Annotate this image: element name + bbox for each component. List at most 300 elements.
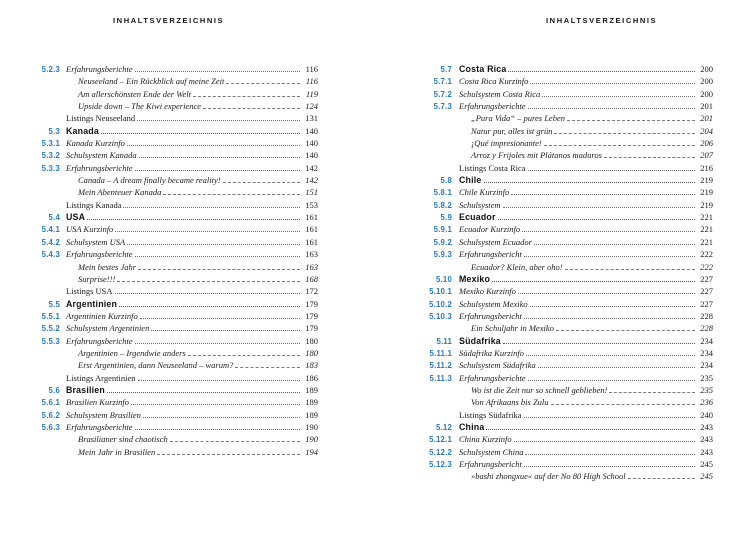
entry-page: 163 xyxy=(305,261,318,272)
entry-page: 243 xyxy=(700,446,713,457)
entry-number: 5.4.3 xyxy=(41,250,60,260)
toc-row xyxy=(424,211,713,223)
entry-label: Schulsystem Brasilien xyxy=(66,409,141,420)
entry-page: 222 xyxy=(700,261,713,272)
toc-row xyxy=(424,261,713,273)
toc-row xyxy=(36,149,318,161)
entry-number: 5.6 xyxy=(48,385,60,395)
entry-label: Schulsystem Kanada xyxy=(66,150,137,161)
entry-label: Argentinien – Irgendwie anders xyxy=(78,347,186,358)
entry-label: Schulsystem xyxy=(459,199,501,210)
dot-leader xyxy=(492,281,695,282)
entry-page: 153 xyxy=(305,199,318,210)
dot-leader xyxy=(163,194,300,195)
entry-page: 221 xyxy=(700,236,713,247)
dot-leader xyxy=(143,417,300,418)
toc-row xyxy=(424,396,713,408)
dot-leader xyxy=(524,466,695,467)
toc-row xyxy=(36,409,318,421)
toc-row xyxy=(424,310,713,322)
entry-label: Erfahrungsberichte xyxy=(66,249,133,260)
entry-number: 5.11.3 xyxy=(429,373,452,383)
entry-page: 219 xyxy=(700,175,713,186)
dot-leader xyxy=(514,441,695,442)
entry-label: Argentinien xyxy=(66,298,118,309)
entry-number: 5.6.3 xyxy=(41,422,60,432)
dot-leader xyxy=(524,318,695,319)
entry-page: 219 xyxy=(700,199,713,210)
entry-number: 5.8 xyxy=(440,176,452,186)
dot-leader xyxy=(135,170,300,171)
entry-label: Erfahrungsberichte xyxy=(459,372,526,383)
dot-leader xyxy=(151,330,300,331)
dot-leader xyxy=(188,355,300,356)
entry-label: Schulsystem Südafrika xyxy=(459,360,536,371)
toc-row xyxy=(36,298,318,310)
entry-label: Listings Südafrika xyxy=(459,409,522,420)
entry-number: 5.6.2 xyxy=(41,410,60,420)
dot-leader xyxy=(101,133,300,134)
entry-page: 116 xyxy=(305,76,318,87)
entry-page: 186 xyxy=(305,372,318,383)
entry-number: 5.12.2 xyxy=(429,447,452,457)
toc-row xyxy=(424,236,713,248)
entry-page: 142 xyxy=(305,175,318,186)
entry-number: 5.2.3 xyxy=(41,65,60,74)
dot-leader xyxy=(511,194,695,195)
toc-row xyxy=(36,186,318,198)
entry-label: »bashi zhongxue« auf der No 80 High School xyxy=(471,471,626,482)
entry-page: 161 xyxy=(305,212,318,223)
entry-number: 5.9 xyxy=(440,213,452,223)
dot-leader xyxy=(628,478,695,479)
entry-number: 5.12 xyxy=(436,422,452,432)
dot-leader xyxy=(119,306,300,307)
toc-row xyxy=(36,396,318,408)
toc-row xyxy=(36,199,318,211)
toc-row xyxy=(36,322,318,334)
entry-label: Schulsystem China xyxy=(459,446,524,457)
toc-row xyxy=(36,421,318,433)
entry-page: 140 xyxy=(305,150,318,161)
entry-page: 189 xyxy=(305,384,318,395)
entry-label: Schulsystem USA xyxy=(66,236,126,247)
entry-page: 221 xyxy=(700,224,713,235)
dot-leader xyxy=(138,269,300,270)
entry-number: 5.10.1 xyxy=(429,287,452,297)
entry-number: 5.7.1 xyxy=(433,77,452,87)
dot-leader xyxy=(538,367,695,368)
entry-page: 190 xyxy=(305,434,318,445)
toc-row xyxy=(36,223,318,235)
dot-leader xyxy=(139,157,300,158)
entry-number: 5.7.3 xyxy=(433,102,452,112)
entry-label: Listings Neuseeland xyxy=(66,113,136,124)
entry-page: 142 xyxy=(305,162,318,173)
toc-row xyxy=(424,88,713,100)
entry-page: 200 xyxy=(700,88,713,99)
entry-page: 180 xyxy=(305,335,318,346)
entry-label: Erfahrungsberichte xyxy=(66,335,133,346)
entry-page: 201 xyxy=(700,101,713,112)
entry-number: 5.4.1 xyxy=(41,225,60,235)
toc-row xyxy=(424,372,713,384)
toc-row xyxy=(424,112,713,124)
toc-row xyxy=(424,384,713,396)
toc-row xyxy=(36,273,318,285)
entry-number: 5.7 xyxy=(440,65,452,74)
toc-row xyxy=(424,75,713,87)
dot-leader xyxy=(498,219,695,220)
entry-page: 227 xyxy=(700,273,713,284)
entry-page: 124 xyxy=(305,101,318,112)
entry-label: Arroz y Frijoles mit Plátanos maduros xyxy=(471,150,602,161)
dot-leader xyxy=(522,231,695,232)
toc-row xyxy=(424,470,713,482)
toc-row xyxy=(36,310,318,322)
dot-leader xyxy=(556,330,695,331)
dot-leader xyxy=(508,71,695,72)
entry-number: 5.7.2 xyxy=(433,89,452,99)
dot-leader xyxy=(135,429,300,430)
entry-label: China Kurzinfo xyxy=(459,434,512,445)
dot-leader xyxy=(135,256,300,257)
dot-leader xyxy=(226,83,300,84)
entry-number: 5.3.2 xyxy=(41,151,60,161)
dot-leader xyxy=(534,244,695,245)
entry-page: 222 xyxy=(700,249,713,260)
entry-page: 119 xyxy=(305,88,318,99)
toc-row xyxy=(36,261,318,273)
dot-leader xyxy=(135,343,300,344)
toc-row xyxy=(36,162,318,174)
entry-label: Erfahrungsberichte xyxy=(66,421,133,432)
entry-label: Erfahrungsberichte xyxy=(66,162,133,173)
entry-page: 180 xyxy=(305,347,318,358)
dot-leader xyxy=(530,306,695,307)
entry-page: 243 xyxy=(700,434,713,445)
page-header-right: INHALTSVERZEICHNIS xyxy=(546,16,658,25)
entry-label: Brasilianer sind chaotisch xyxy=(78,434,168,445)
dot-leader xyxy=(131,404,300,405)
entry-label: Mexiko Kurzinfo xyxy=(459,286,516,297)
entry-label: China xyxy=(459,421,485,432)
toc-row xyxy=(36,125,318,137)
entry-number: 5.3.3 xyxy=(41,163,60,173)
toc-row xyxy=(424,199,713,211)
dot-leader xyxy=(544,145,695,146)
entry-page: 228 xyxy=(700,323,713,334)
toc-row xyxy=(424,125,713,137)
entry-page: 189 xyxy=(305,397,318,408)
entry-label: Kanada xyxy=(66,125,99,136)
entry-label: „Pura Vida“ – pures Leben xyxy=(471,113,565,124)
entry-label: Canada – A dream finally became reality! xyxy=(78,175,221,186)
entry-page: 161 xyxy=(305,236,318,247)
toc-row xyxy=(424,347,713,359)
dot-leader xyxy=(157,454,300,455)
toc-row xyxy=(36,347,318,359)
dot-leader xyxy=(484,182,695,183)
dot-leader xyxy=(565,269,695,270)
entry-label: Brasilien Kurzinfo xyxy=(66,397,130,408)
entry-page: 200 xyxy=(700,64,713,74)
entry-label: USA xyxy=(66,212,86,223)
entry-label: Ein Schuljahr in Mexiko xyxy=(471,323,554,334)
entry-label: Südafrika xyxy=(459,335,501,346)
entry-number: 5.5.2 xyxy=(41,324,60,334)
entry-label: Schulsystem Argentinien xyxy=(66,323,150,334)
dot-leader xyxy=(528,108,695,109)
entry-label: Neuseeland – Ein Rückblick auf meine Zeit xyxy=(78,76,225,87)
dot-leader xyxy=(115,231,300,232)
entry-number: 5.9.3 xyxy=(433,250,452,260)
entry-page: 163 xyxy=(305,249,318,260)
entry-page: 243 xyxy=(700,421,713,432)
toc-row xyxy=(36,174,318,186)
entry-number: 5.12.3 xyxy=(429,460,452,469)
toc-row xyxy=(424,458,713,470)
dot-leader xyxy=(503,207,695,208)
entry-label: Mein bestes Jahr xyxy=(78,261,137,272)
entry-page: 234 xyxy=(700,347,713,358)
toc-row xyxy=(36,100,318,112)
entry-page: 161 xyxy=(305,224,318,235)
toc-row xyxy=(36,248,318,260)
toc-row xyxy=(424,186,713,198)
entry-page: 216 xyxy=(700,162,713,173)
toc-row xyxy=(36,285,318,297)
entry-label: Am allerschönsten Ende der Welt xyxy=(78,88,191,99)
entry-page: 234 xyxy=(700,360,713,371)
dot-leader xyxy=(235,367,300,368)
entry-label: Mein Jahr in Brasilien xyxy=(78,446,156,457)
toc-row xyxy=(424,149,713,161)
entry-page: 172 xyxy=(305,286,318,297)
entry-page: 200 xyxy=(700,76,713,87)
toc-row xyxy=(36,88,318,100)
entry-number: 5.3.1 xyxy=(41,139,60,149)
dot-leader xyxy=(87,219,300,220)
entry-number: 5.12.1 xyxy=(429,435,452,445)
dot-leader xyxy=(518,293,695,294)
entry-number: 5.9.1 xyxy=(433,225,452,235)
entry-label: Kanada Kurzinfo xyxy=(66,138,125,149)
toc-row xyxy=(36,359,318,371)
entry-label: Listings USA xyxy=(66,286,113,297)
entry-number: 5.11.1 xyxy=(429,348,452,358)
entry-label: Ecuador? Klein, aber oho! xyxy=(471,261,563,272)
entry-label: Mexiko xyxy=(459,273,491,284)
entry-label: Upside down – The Kiwi experience xyxy=(78,101,201,112)
dot-leader xyxy=(554,133,695,134)
dot-leader xyxy=(530,83,695,84)
toc-row xyxy=(424,421,713,433)
dot-leader xyxy=(551,404,695,405)
entry-page: 245 xyxy=(700,459,713,469)
toc-row xyxy=(424,273,713,285)
entry-number: 5.5 xyxy=(48,299,60,309)
entry-label: Schulsystem Costa Rica xyxy=(459,88,541,99)
entry-page: 189 xyxy=(305,409,318,420)
entry-number: 5.11 xyxy=(436,336,452,346)
entry-page: 236 xyxy=(700,397,713,408)
entry-label: Erfahrungsberichte xyxy=(66,64,133,74)
entry-page: 245 xyxy=(700,471,713,482)
toc-row xyxy=(424,335,713,347)
toc-row xyxy=(424,285,713,297)
entry-label: Costa Rica xyxy=(459,64,507,74)
entry-page: 204 xyxy=(700,125,713,136)
entry-label: Brasilien xyxy=(66,384,105,395)
entry-page: 151 xyxy=(305,187,318,198)
entry-number: 5.10 xyxy=(436,274,452,284)
entry-page: 235 xyxy=(700,384,713,395)
entry-page: 168 xyxy=(305,273,318,284)
entry-page: 235 xyxy=(700,372,713,383)
toc-row xyxy=(424,409,713,421)
entry-page: 234 xyxy=(700,335,713,346)
dot-leader xyxy=(567,120,695,121)
entry-label: Natur pur, alles ist grün xyxy=(471,125,553,136)
entry-label: Erfahrungsberichte xyxy=(459,101,526,112)
entry-label: Argentinien Kurzinfo xyxy=(66,310,138,321)
toc-row xyxy=(424,63,713,75)
entry-page: 194 xyxy=(305,446,318,457)
entry-label: Listings Argentinien xyxy=(66,372,136,383)
entry-number: 5.4.2 xyxy=(41,237,60,247)
dot-leader xyxy=(138,380,301,381)
entry-label: Chile xyxy=(459,175,482,186)
entry-page: 179 xyxy=(305,323,318,334)
toc-row xyxy=(424,137,713,149)
entry-label: Schulsystem Ecuador xyxy=(459,236,532,247)
toc-row xyxy=(424,322,713,334)
entry-label: Erfahrungsbericht xyxy=(459,249,522,260)
dot-leader xyxy=(524,256,695,257)
dot-leader xyxy=(127,244,300,245)
entry-label: ¡Qué impresionante! xyxy=(471,138,542,149)
toc-row xyxy=(424,359,713,371)
entry-number: 5.10.2 xyxy=(429,299,452,309)
entry-page: 221 xyxy=(700,212,713,223)
toc-row xyxy=(424,433,713,445)
entry-page: 240 xyxy=(700,409,713,420)
dot-leader xyxy=(107,392,300,393)
entry-page: 183 xyxy=(305,360,318,371)
toc-row xyxy=(36,236,318,248)
dot-leader xyxy=(604,157,695,158)
toc-row xyxy=(424,174,713,186)
dot-leader xyxy=(135,71,300,72)
entry-page: 190 xyxy=(305,421,318,432)
entry-label: Chile Kurzinfo xyxy=(459,187,510,198)
entry-page: 140 xyxy=(305,138,318,149)
entry-label: Von Afrikaans bis Zulu xyxy=(471,397,549,408)
entry-page: 228 xyxy=(700,310,713,321)
dot-leader xyxy=(526,355,695,356)
dot-leader xyxy=(542,96,695,97)
entry-page: 179 xyxy=(305,298,318,309)
entry-label: Costa Rica Kurzinfo xyxy=(459,76,529,87)
entry-label: Schulsystem Mexiko xyxy=(459,298,528,309)
entry-page: 131 xyxy=(305,113,318,124)
toc-row xyxy=(36,433,318,445)
entry-page: 206 xyxy=(700,138,713,149)
entry-number: 5.4 xyxy=(48,213,60,223)
entry-page: 227 xyxy=(700,286,713,297)
dot-leader xyxy=(137,120,300,121)
dot-leader xyxy=(140,318,300,319)
entry-number: 5.11.2 xyxy=(429,361,452,371)
toc-row xyxy=(36,211,318,223)
dot-leader xyxy=(503,343,695,344)
dot-leader xyxy=(117,281,300,282)
toc-row xyxy=(424,100,713,112)
entry-label: Ecuador xyxy=(459,212,496,223)
entry-label: USA Kurzinfo xyxy=(66,224,114,235)
entry-number: 5.3 xyxy=(48,126,60,136)
entry-label: Erfahrungsbericht xyxy=(459,459,522,469)
entry-label: Südafrika Kurzinfo xyxy=(459,347,524,358)
entry-number: 5.9.2 xyxy=(433,237,452,247)
toc-row xyxy=(424,223,713,235)
entry-page: 179 xyxy=(305,310,318,321)
toc-row xyxy=(36,384,318,396)
toc-column-right xyxy=(424,63,713,483)
toc-row xyxy=(36,75,318,87)
dot-leader xyxy=(525,454,695,455)
dot-leader xyxy=(193,96,300,97)
entry-number: 5.8.1 xyxy=(433,188,452,198)
entry-label: Ecuador Kurzinfo xyxy=(459,224,521,235)
dot-leader xyxy=(203,108,300,109)
entry-number: 5.5.1 xyxy=(41,311,60,321)
dot-leader xyxy=(524,417,695,418)
dot-leader xyxy=(127,145,300,146)
entry-number: 5.5.3 xyxy=(41,336,60,346)
entry-page: 227 xyxy=(700,298,713,309)
toc-row xyxy=(36,137,318,149)
dot-leader xyxy=(609,392,695,393)
entry-label: Listings Costa Rica xyxy=(459,162,526,173)
dot-leader xyxy=(123,207,300,208)
toc-row xyxy=(36,335,318,347)
entry-label: Surprise!!! xyxy=(78,273,116,284)
page-header-left: INHALTSVERZEICHNIS xyxy=(113,16,225,25)
entry-page: 116 xyxy=(305,64,318,74)
entry-label: Erst Argentinien, dann Neuseeland – warum? xyxy=(78,360,234,371)
toc-row xyxy=(36,372,318,384)
entry-page: 219 xyxy=(700,187,713,198)
entry-number: 5.10.3 xyxy=(429,311,452,321)
entry-number: 5.6.1 xyxy=(41,398,60,408)
dot-leader xyxy=(223,182,300,183)
toc-row xyxy=(424,446,713,458)
dot-leader xyxy=(528,380,695,381)
entry-page: 201 xyxy=(700,113,713,124)
toc-row xyxy=(424,248,713,260)
dot-leader xyxy=(170,441,300,442)
dot-leader xyxy=(486,429,695,430)
toc-column-left xyxy=(36,63,318,458)
entry-page: 140 xyxy=(305,125,318,136)
dot-leader xyxy=(528,170,695,171)
entry-label: Listings Kanada xyxy=(66,199,122,210)
toc-row xyxy=(36,112,318,124)
toc-row xyxy=(424,298,713,310)
entry-label: Mein Abenteuer Kanada xyxy=(78,187,162,198)
